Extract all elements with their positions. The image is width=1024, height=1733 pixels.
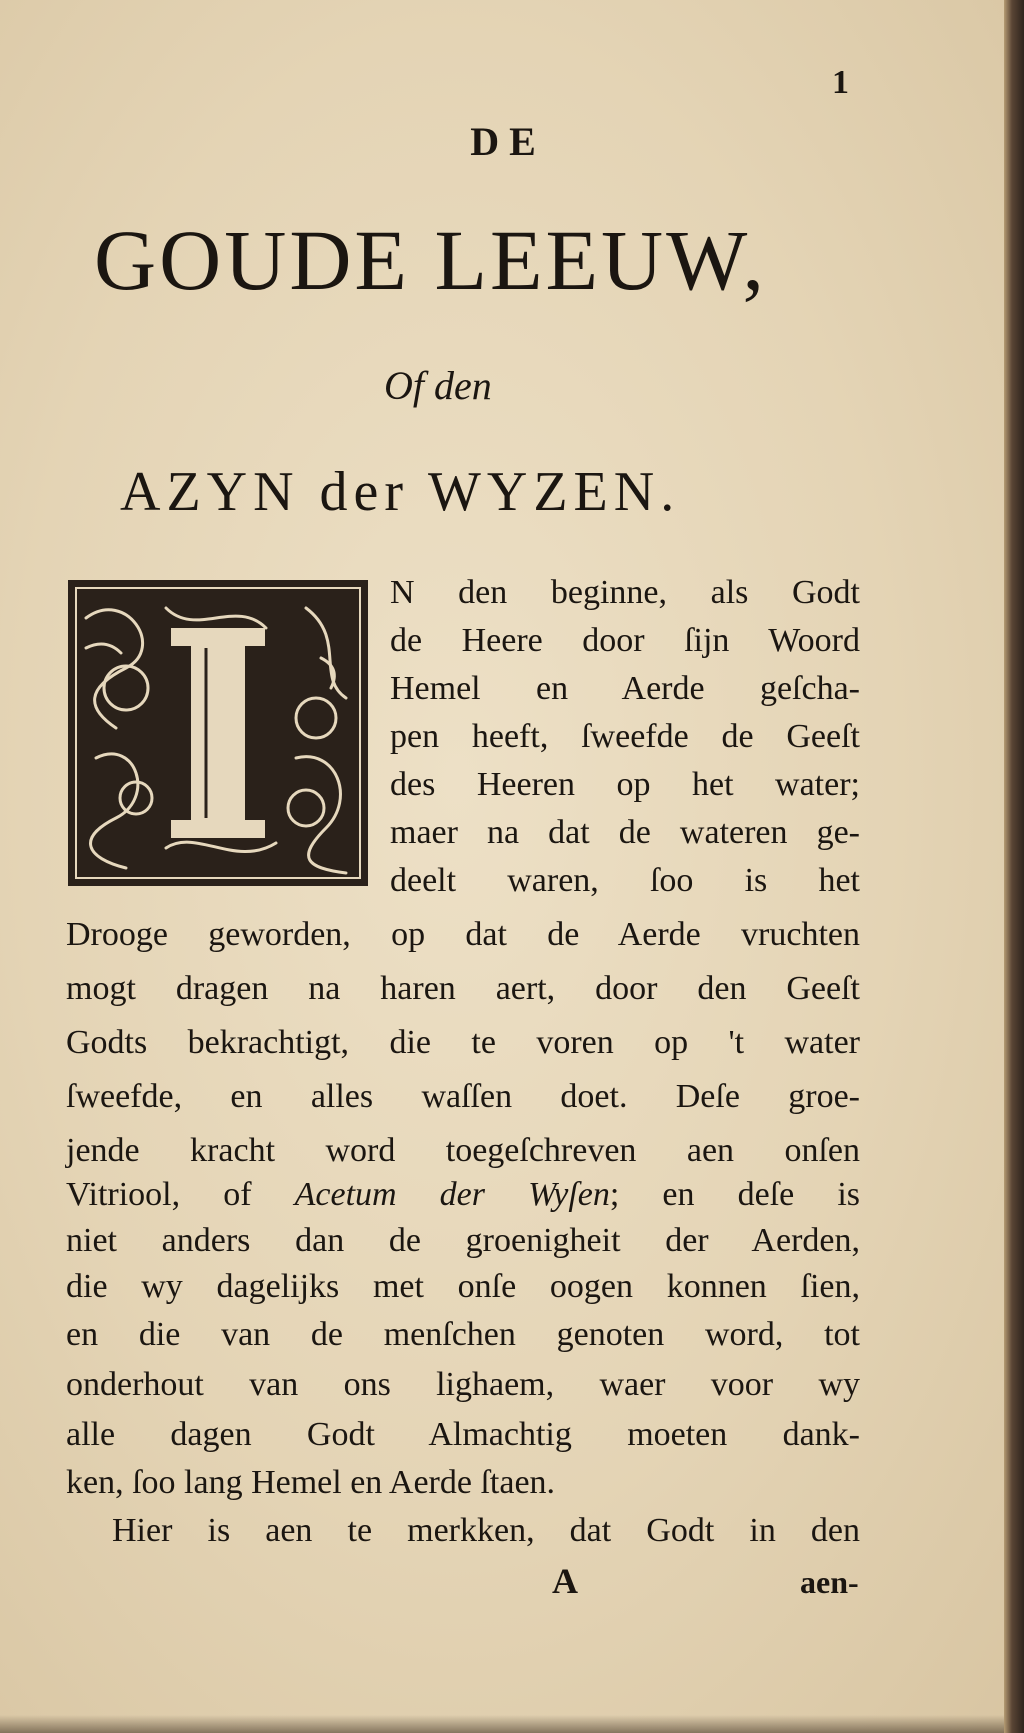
text-line: mogt dragen na haren aert, door den Geeſt	[66, 970, 860, 1007]
text-line: niet anders dan de groenigheit der Aerden,	[66, 1222, 860, 1259]
text-line	[66, 1176, 860, 1214]
text-fragment: Vitriool, of	[66, 1176, 252, 1213]
text-line: jende kracht word toegeſchreven aen onſen	[66, 1132, 860, 1169]
text-line: die wy dagelijks met onſe oogen konnen ſien,	[66, 1268, 860, 1305]
text-line: Hemel en Aerde geſcha-	[390, 670, 860, 707]
title-of-den: Of den	[384, 363, 492, 408]
catchword: aen-	[800, 1564, 859, 1600]
text-line: onderhout van ons lighaem, waer voor wy	[66, 1366, 860, 1403]
text-line: Drooge geworden, op dat de Aerde vruchten	[66, 916, 860, 953]
text-line: Godts bekrachtigt, die te voren op 't water	[66, 1024, 860, 1061]
text-line: des Heeren op het water;	[390, 766, 860, 803]
text-line: pen heeft, ſweefde de Geeſt	[390, 718, 860, 755]
text-line: N den beginne, als Godt	[390, 574, 860, 611]
text-line: ken, ſoo lang Hemel en Aerde ſtaen.	[66, 1464, 556, 1501]
decorative-initial-woodcut	[66, 578, 370, 888]
text-fragment-italic: Acetum der Wyſen	[294, 1176, 610, 1213]
text-line: en die van de menſchen genoten word, tot	[66, 1316, 860, 1353]
subtitle-part2: WYZEN.	[428, 461, 681, 523]
subtitle-part1: AZYN der	[120, 461, 410, 523]
text-line: alle dagen Godt Almachtig moeten dank-	[66, 1416, 860, 1453]
decorative-initial	[66, 578, 370, 888]
text-line: maer na dat de wateren ge-	[390, 814, 860, 851]
page-number: 1	[832, 64, 849, 101]
title-main: GOUDE LEEUW,	[94, 212, 767, 308]
text-line: Hier is aen te merkken, dat Godt in den	[112, 1512, 860, 1549]
text-fragment: ; en deſe is	[609, 1176, 861, 1213]
signature-mark: A	[552, 1561, 578, 1601]
page-bottom-shadow	[0, 1715, 1016, 1733]
title-subtitle	[120, 460, 680, 524]
page-edge	[1004, 0, 1024, 1733]
text-line: de Heere door ſijn Woord	[390, 622, 860, 659]
title-article: DE	[470, 119, 546, 164]
text-line: ſweefde, en alles waſſen doet. Deſe groe-	[66, 1078, 860, 1115]
text-line: deelt waren, ſoo is het	[390, 862, 860, 899]
